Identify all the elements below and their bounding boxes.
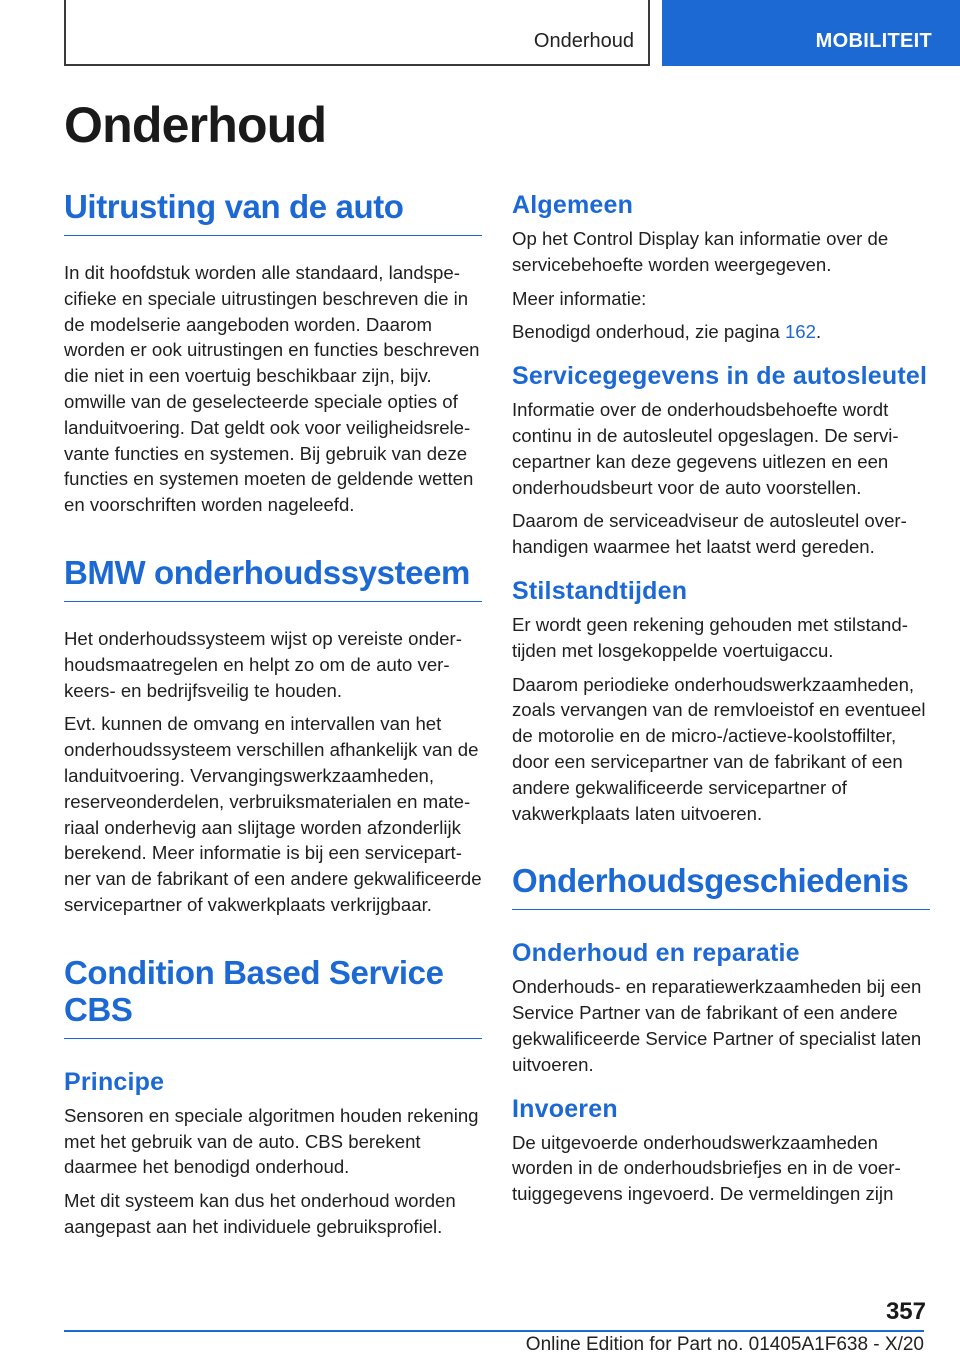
paragraph: Er wordt geen rekening gehouden met stilstandtijden met losgekoppelde voertuigaccu. — [512, 613, 908, 661]
paragraph: Het onderhoudssysteem wijst op vereiste onderhoudsmaatregelen en helpt zo om de auto verkeers- en bedrijfsveilig te houden. — [64, 627, 462, 701]
section-tab[interactable] — [64, 0, 650, 66]
paragraph: Met dit systeem kan dus het onderhoud worden aangepast aan het individuele gebruiksprofiel. — [64, 1190, 456, 1237]
subheading-principe: Principe — [64, 1067, 165, 1096]
reference-text: Benodigd onderhoud, zie pagina — [512, 321, 785, 343]
heading-cbs: Condition Based Service CBS — [64, 954, 482, 1039]
paragraph: Onderhouds- en reparatiewerkzaamheden bij een Service Partner van de fabrikant of een andere gekwalificeerde Service Partner of specialist laten uitvoeren. — [512, 976, 922, 1075]
right-column — [512, 190, 930, 1207]
heading-onderhoudsgeschiedenis: Onderhoudsgeschiedenis — [512, 862, 930, 910]
page-header — [0, 0, 960, 66]
paragraph: Meer informatie: — [512, 287, 647, 309]
paragraph: Op het Control Display kan informatie over de servicebehoefte worden weergegeven. — [512, 228, 889, 275]
heading-uitrusting: Uitrusting van de auto — [64, 188, 482, 236]
subheading-onderhoud-reparatie: Onderhoud en reparatie — [512, 939, 800, 968]
reference-suffix: . — [815, 321, 822, 343]
chapter-tab-label: MOBILITEIT — [815, 30, 932, 52]
page-link[interactable]: 162 — [784, 321, 816, 343]
paragraph: Evt. kunnen de omvang en intervallen van het onderhoudssysteem verschillen afhankelijk van de landuitvoering. Vervangingswerkzaamheden, reserveonderdelen, verbruiksmaterialen en materiaal onderhevig aan slijtage worden afzonderlijk berekend. Meer informatie is bij een servicepartner van de fabrikant of een andere gekwalificeerde servicepartner of vakwerkplaats verkrijgbaar. — [64, 713, 482, 915]
paragraph: Daarom de serviceadviseur de autosleutel overhandigen waarmee het laatst werd gereden. — [512, 510, 907, 558]
paragraph: Sensoren en speciale algoritmen houden rekening met het gebruik van de auto. CBS berekent daarmee het benodigd onderhoud. — [64, 1104, 479, 1178]
subheading-algemeen: Algemeen — [512, 191, 634, 219]
section-tab-label: Onderhoud — [533, 30, 634, 52]
page-title: Onderhoud — [64, 97, 327, 153]
footer-divider — [64, 1330, 924, 1332]
heading-bmw-onderhoudssysteem: BMW onderhoudssysteem — [64, 554, 482, 602]
paragraph: Daarom periodieke onderhoudswerkzaamheden, zoals vervangen van de remvloeistof en eventueel de motorolie en de micro-/actieve-koolstoffilter, door een servicepartner van de fabrikant of een andere gekwalificeerde servicepartner of vakwerkplaats laten uitvoeren. — [512, 673, 926, 824]
page-number: 357 — [885, 1298, 926, 1325]
paragraph-reference — [512, 319, 930, 345]
paragraph: De uitgevoerde onderhoudswerkzaamheden worden in de onderhoudsbriefjes en in de voertuiggegevens ingevoerd. De vermeldingen zijn — [512, 1131, 901, 1205]
chapter-tab[interactable] — [662, 0, 960, 66]
subheading-invoeren: Invoeren — [512, 1094, 618, 1123]
paragraph: In dit hoofdstuk worden alle standaard, landspecifieke en speciale uitrustingen beschreven die in de modelserie aangeboden worden. Daarom worden er ook uitrustingen en functies beschreven die niet in een voertuig beschikbaar zijn, bijv. omwille van de geselecteerde speciale opties of landuitvoering. Dat geldt ook voor veiligheidsrelevante functies en systemen. Bij gebruik van deze functies en systemen moeten de geldende wetten en voorschriften worden nageleefd. — [64, 262, 480, 516]
left-column — [64, 188, 482, 1240]
edition-text: Online Edition for Part no. 01405A1F638 - X/20 — [525, 1334, 924, 1355]
subheading-stilstandtijden: Stilstandtijden — [512, 576, 688, 605]
subheading-servicegegevens: Servicegegevens in de autosleutel — [512, 362, 928, 391]
paragraph: Informatie over de onderhoudsbehoefte wordt continu in de autosleutel opgeslagen. De servicepartner kan deze gegevens uitlezen en een onderhoudsbeurt voor de auto voorstellen. — [512, 399, 899, 498]
